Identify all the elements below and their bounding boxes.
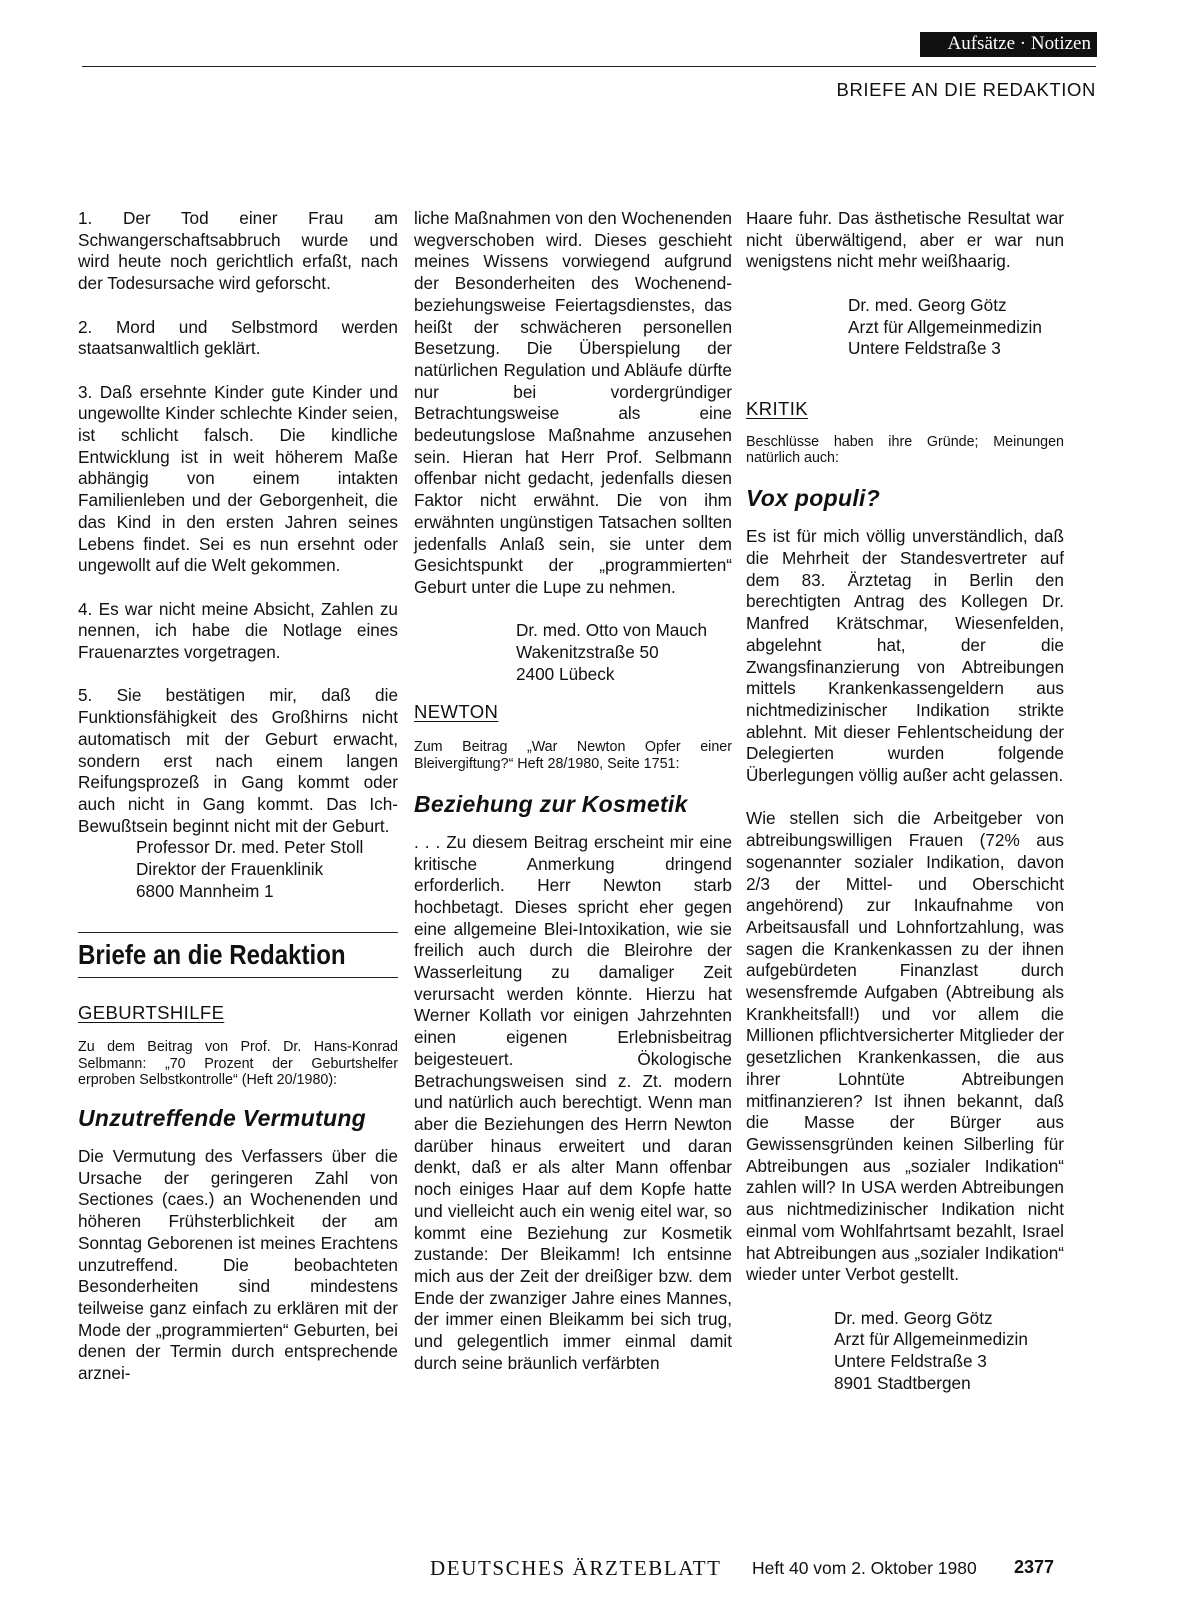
letter-title: Unzutreffende Vermutung bbox=[78, 1105, 367, 1132]
banner-rule-top bbox=[78, 932, 398, 933]
paragraph: 3. Daß ersehnte Kinder gute Kinder und ungewollte Kinder schlechte Kinder seien, ist schlicht falsch. Die kindliche Entwicklung ist in weit höherem Maße abhängig von einem intakten Familienleben und der Geborgenheit, die das Kind in den ersten Jahren seines Lebens findet. Sei es nun ersehnt oder ungewollt auf die Welt gekommen. bbox=[78, 381, 398, 576]
footer-issue: Heft 40 vom 2. Oktober 1980 bbox=[752, 1558, 977, 1578]
letter-title: Beziehung zur Kosmetik bbox=[414, 790, 688, 817]
letter-title: Vox populi? bbox=[746, 485, 881, 512]
signature-line: 8901 Stadtbergen bbox=[834, 1372, 971, 1393]
signature-line: Dr. med. Georg Götz bbox=[834, 1307, 993, 1328]
signature-line: 2400 Lübeck bbox=[516, 663, 615, 684]
topic-label: NEWTON bbox=[414, 701, 499, 723]
paragraph: 4. Es war nicht meine Absicht, Zahlen zu nennen, ich habe die Notlage eines Frauenarztes vorgetragen. bbox=[78, 598, 398, 663]
section-tag: Aufsätze · Notizen bbox=[920, 32, 1098, 57]
signature-block bbox=[848, 295, 1064, 360]
letter-intro: Zu dem Beitrag von Prof. Dr. Hans-Konrad Selbmann: „70 Prozent der Geburtshelfer erproben Selbstkontrolle“ (Heft 20/1980): bbox=[78, 1039, 398, 1088]
paragraph: Es ist für mich völlig unverständlich, daß die Mehrheit der Standesvertreter auf dem 83. Ärztetag in Berlin den berechtigten Antrag des Kollegen Dr. Manfred Krätschmar, Wiesenfelden, abgelehnt hat, der die Zwangsfinanzierung von Abtreibungen mittels Krankenkassengeldern aus nichtmedizinischer Indikation strikte ablehnt. Mit dieser Fehlentscheidung der Delegierten wurden folgende Überlegungen völlig außer acht gelassen. bbox=[746, 526, 1064, 786]
signature-line: Wakenitzstraße 50 bbox=[516, 642, 659, 663]
paragraph: 2. Mord und Selbstmord werden staatsanwaltlich geklärt. bbox=[78, 316, 398, 359]
column-3 bbox=[746, 208, 1064, 1394]
signature-line: 6800 Mannheim 1 bbox=[136, 880, 274, 901]
paragraph: 5. Sie bestätigen mir, daß die Funktionsfähigkeit des Großhirns nicht automatisch mit der Geburt erwacht, sondern erst nach einem langen Reifungsprozeß in Gang kommt oder auch nicht in Gang kommt. Das Ich-Bewußtsein beginnt nicht mit der Geburt. bbox=[78, 685, 398, 836]
paragraph: . . . Zu diesem Beitrag erscheint mir eine kritische Anmerkung dringend erforderlich. Herr Newton starb hochbetagt. Dieses spricht eher gegen eine allgemeine Blei-Intoxikation, wie sie freilich auch durch die Bleirohre der Wasserleitung zu damaliger Zeit verursacht werden könnte. Hierzu hat Werner Kollath vor einigen Jahrzehnten einen eigenen Erlebnisbeitrag beigesteuert. Ökologische Betrachungsweisen sind z. Zt. modern und natürlich auch berechtigt. Wenn man aber die Beziehungen des Herrn Newton darüber hinaus erweitert und daran denkt, daß er als alter Mann offenbar noch einiges Haar auf dem Kopfe hatte und vielleicht auch ein wenig eitel war, so kommt eine Beziehung zur Kosmetik zustande: Der Bleikamm! Ich entsinne mich aus der Zeit der dreißiger bzw. dem Ende der zwanziger Jahre eines Mannes, der immer einen Bleikamm bei sich trug, und gelegentlich immer einmal damit durch seine bräunlich verfärbten bbox=[414, 831, 732, 1373]
topic-label: GEBURTSHILFE bbox=[78, 1002, 225, 1024]
signature-line: Dr. med. Georg Götz bbox=[848, 294, 1007, 315]
column-2 bbox=[414, 208, 732, 1374]
header-rule bbox=[82, 66, 1096, 67]
page-number: 2377 bbox=[1014, 1557, 1055, 1577]
letter-intro: Beschlüsse haben ihre Gründe; Meinungen natürlich auch: bbox=[746, 433, 1064, 467]
signature-block bbox=[834, 1308, 1064, 1395]
paragraph: 1. Der Tod einer Frau am Schwangerschaftsabbruch wurde und wird heute noch gerichtlich erfaßt, nach der Todesursache wird geforscht. bbox=[78, 208, 398, 294]
signature-line: Untere Feldstraße 3 bbox=[848, 338, 1001, 359]
paragraph: Wie stellen sich die Arbeitgeber von abtreibungswilligen Frauen (72% aus sogenannter sozialer Indikation, davon 2/3 der Mittel- und Oberschicht angehörend) zur Inkaufnahme von Arbeitsausfall und Lohnfortzahlung, was sagen die Krankenkassen zu der ihnen aufgebürdeten Finanzlast durch wesensfremde Aufgaben (Abtreibung als Krankheitsfall!) und vor allem die Millionen pflichtversicherter Mitglieder der gesetzlichen Krankenkassen, die aus ihrer Lohntüte Abtreibungen mitfinanzieren? Ist ihnen bekannt, daß die Masse der Bürger aus Gewissensgründen keinen Silberling für Abtreibungen aus „sozialer Indikation“ zahlen will? In USA werden Abtreibungen aus nichtmedizinischer Indikation nicht einmal vom Wohlfahrtsamt bezahlt, Israel hat Abtreibungen aus „sozialer Indikation“ wieder unter Verbot gestellt. bbox=[746, 808, 1064, 1285]
letter-intro: Zum Beitrag „War Newton Opfer einer Bleivergiftung?“ Heft 28/1980, Seite 1751: bbox=[414, 739, 732, 772]
signature-block bbox=[516, 620, 732, 685]
running-head: BRIEFE AN DIE REDAKTION bbox=[836, 79, 1096, 100]
signature-line: Arzt für Allgemeinmedizin bbox=[848, 316, 1042, 337]
signature-line: Direktor der Frauenklinik bbox=[136, 859, 324, 880]
signature-line: Dr. med. Otto von Mauch bbox=[516, 620, 708, 641]
section-banner: Briefe an die Redaktion bbox=[78, 939, 346, 971]
signature-line: Arzt für Allgemeinmedizin bbox=[834, 1329, 1028, 1350]
signature-block bbox=[136, 837, 398, 902]
topic-label: KRITIK bbox=[746, 397, 809, 419]
footer-journal: DEUTSCHES ÄRZTEBLATT bbox=[430, 1556, 722, 1580]
signature-line: Untere Feldstraße 3 bbox=[834, 1351, 987, 1371]
signature-line: Professor Dr. med. Peter Stoll bbox=[136, 837, 364, 858]
paragraph: Die Vermutung des Verfassers über die Ursache der geringeren Zahl von Sectiones (caes.) an Wochenenden und höheren Frühsterblichkeit der am Sonntag Geborenen ist meines Erachtens unzutreffend. Die beobachteten Besonderheiten sind mindestens teilweise ganz einfach zu erklären mit der Mode der „programmierten“ Geburten, bei denen der Termin durch entsprechende arznei- bbox=[78, 1146, 398, 1384]
paragraph: liche Maßnahmen von den Wochenenden wegverschoben wird. Dieses geschieht meines Wissens vorwiegend aufgrund der Besonderheiten des Wochenend- beziehungsweise Feiertagsdienstes, das heißt der schwächeren personellen Besetzung. Die Überspielung der natürlichen Regulation und Abläufe dürfte nur bei vordergründiger Betrachtungsweise als eine bedeutungslose Maßnahme anzusehen sein. Hieran hat Herr Prof. Selbmann offenbar nicht gedacht, jedenfalls diesen Faktor nicht erwähnt. Die von ihm erwähnten ungünstigen Tatsachen sollten jedenfalls Anlaß sein, sie unter dem Gesichtspunkt der „programmierten“ Geburt unter die Lupe zu nehmen. bbox=[414, 208, 732, 597]
column-1 bbox=[78, 208, 398, 1385]
paragraph: Haare fuhr. Das ästhetische Resultat war nicht überwältigend, aber er war nun wenigstens nicht mehr weißhaarig. bbox=[746, 208, 1064, 272]
banner-rule-bottom bbox=[78, 977, 398, 978]
